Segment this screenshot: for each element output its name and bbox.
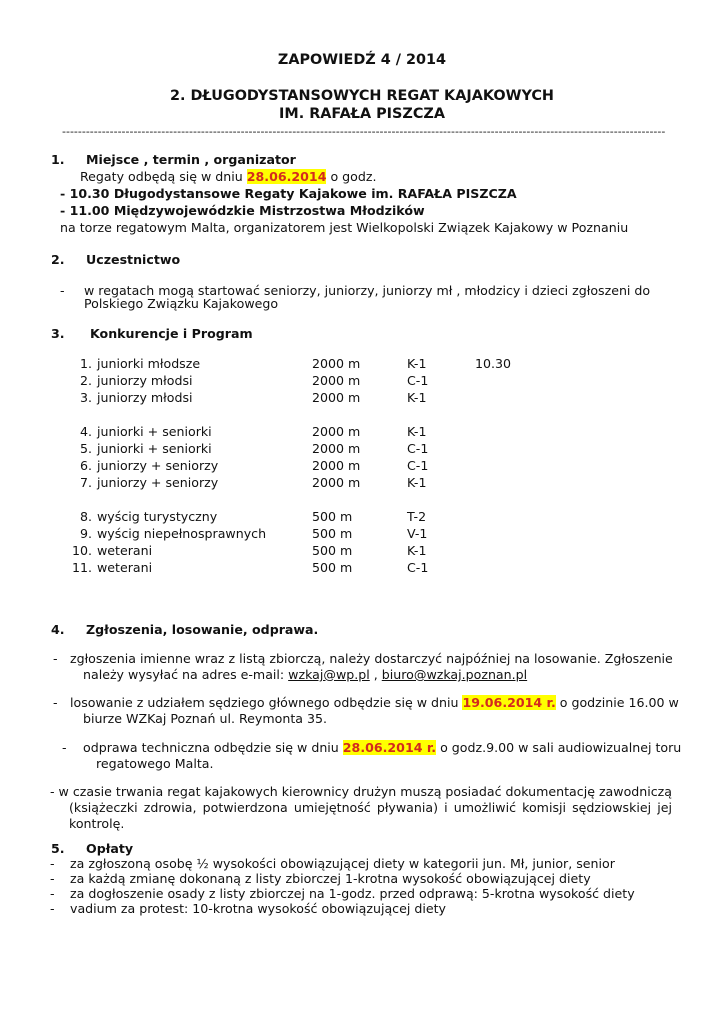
- fee-text: vadium za protest: 10-krotna wysokość obowiązującej diety: [70, 901, 446, 916]
- section-2-title: Uczestnictwo: [86, 252, 181, 267]
- row-number: 11.: [71, 560, 92, 575]
- briefing-text: odprawa techniczna odbędzie się w dniu: [83, 740, 343, 755]
- category-name: wyścig niepełnosprawnych: [97, 526, 267, 541]
- draw-text: losowanie z udziałem sędziego głównego odbędzie się w dniu: [70, 695, 463, 710]
- documents-line-1: - w czasie trwania regat kajakowych kierownicy drużyn muszą posiadać dokumentację zawodniczą: [50, 784, 673, 799]
- section-4-number: 4.: [51, 622, 65, 637]
- distance: 2000 m: [312, 424, 361, 439]
- briefing-line-1: [83, 740, 681, 756]
- bullet: -: [50, 856, 55, 871]
- draw-time: o godzinie 16.00 w: [555, 695, 679, 710]
- fee-item: [50, 856, 670, 871]
- category-name: weterani: [97, 543, 153, 558]
- distance: 2000 m: [312, 373, 361, 388]
- participation-line-2: Polskiego Związku Kajakowego: [84, 296, 279, 311]
- row-number: 5.: [79, 441, 92, 456]
- bullet: -: [53, 695, 58, 710]
- distance: 2000 m: [312, 356, 361, 371]
- category-name: juniorzy młodsi: [97, 373, 193, 388]
- fees-list: [50, 856, 670, 916]
- boat-class: K-1: [407, 475, 427, 490]
- briefing-time: o godz.9.00 w sali audiowizualnej toru: [436, 740, 682, 755]
- row-number: 9.: [79, 526, 92, 541]
- row-number: 2.: [79, 373, 92, 388]
- row-number: 7.: [79, 475, 92, 490]
- draw-line-2: biurze WZKaj Poznań ul. Reymonta 35.: [83, 711, 328, 726]
- boat-class: T-2: [407, 509, 427, 524]
- date-line-suffix: o godz.: [326, 169, 377, 184]
- briefing-line-2: regatowego Malta.: [96, 756, 214, 771]
- fee-text: za zgłoszoną osobę ½ wysokości obowiązującej diety w kategorii jun. Mł, junior, senior: [70, 856, 615, 871]
- category-name: juniorki + seniorki: [97, 424, 212, 439]
- bullet: -: [50, 901, 55, 916]
- row-number: 3.: [79, 390, 92, 405]
- distance: 500 m: [312, 560, 353, 575]
- event-subtitle: IM. RAFAŁA PISZCZA: [279, 106, 445, 122]
- page-title: ZAPOWIEDŹ 4 / 2014: [277, 52, 447, 68]
- date-line-text: Regaty odbędą się w dniu: [80, 169, 247, 184]
- fee-item: [50, 886, 670, 901]
- registration-text: należy wysyłać na adres e-mail:: [83, 667, 289, 682]
- fee-item: [50, 901, 670, 916]
- email-separator: ,: [369, 667, 382, 682]
- category-name: juniorki młodsze: [97, 356, 201, 371]
- category-name: weterani: [97, 560, 153, 575]
- boat-class: K-1: [407, 543, 427, 558]
- section-1-number: 1.: [51, 152, 65, 167]
- briefing-date: 28.06.2014 r.: [342, 740, 437, 755]
- boat-class: V-1: [407, 526, 428, 541]
- section-3-number: 3.: [51, 326, 65, 341]
- email-link-2[interactable]: biuro@wzkaj.poznan.pl: [381, 667, 528, 682]
- event-item-2: - 11.00 Międzywojewódzkie Mistrzostwa Młodzików: [60, 203, 425, 218]
- row-number: 4.: [79, 424, 92, 439]
- section-5-title: Opłaty: [86, 841, 134, 856]
- distance: 2000 m: [312, 390, 361, 405]
- distance: 500 m: [312, 509, 353, 524]
- bullet: -: [60, 283, 65, 298]
- divider: --------------------------------------------------------------------------------------------------------------------------------------------------------: [62, 127, 666, 137]
- section-1-title: Miejsce , termin , organizator: [86, 152, 296, 167]
- distance: 2000 m: [312, 458, 361, 473]
- row-number: 10.: [71, 543, 92, 558]
- row-number: 6.: [79, 458, 92, 473]
- category-name: juniorki + seniorki: [97, 441, 212, 456]
- registration-line-1: zgłoszenia imienne wraz z listą zbiorczą, należy dostarczyć najpóźniej na losowanie. Zgłoszenie: [70, 651, 673, 666]
- distance: 500 m: [312, 543, 353, 558]
- event-item-1: - 10.30 Długodystansowe Regaty Kajakowe im. RAFAŁA PISZCZA: [60, 186, 517, 201]
- start-time: 10.30: [475, 356, 512, 371]
- distance: 500 m: [312, 526, 353, 541]
- fee-text: za każdą zmianę dokonaną z listy zbiorczej 1-krotna wysokość obowiązującej diety: [70, 871, 591, 886]
- bullet: -: [50, 886, 55, 901]
- boat-class: C-1: [407, 373, 429, 388]
- venue-line: na torze regatowym Malta, organizatorem jest Wielkopolski Związek Kajakowy w Poznaniu: [60, 220, 629, 235]
- bullet: -: [62, 740, 67, 755]
- boat-class: C-1: [407, 458, 429, 473]
- section-1-date-line: [80, 169, 376, 185]
- boat-class: K-1: [407, 424, 427, 439]
- documents-line-2: (książeczki zdrowia, potwierdzona umiejętność pływania) i umożliwić komisji sędziowskiej jej: [69, 800, 672, 815]
- row-number: 8.: [79, 509, 92, 524]
- boat-class: C-1: [407, 560, 429, 575]
- draw-line-1: [70, 695, 679, 711]
- fee-item: [50, 871, 670, 886]
- section-2-number: 2.: [51, 252, 65, 267]
- category-name: juniorzy + seniorzy: [97, 458, 219, 473]
- bullet: -: [53, 651, 58, 666]
- category-name: juniorzy młodsi: [97, 390, 193, 405]
- section-5-number: 5.: [51, 841, 65, 856]
- fee-text: za dogłoszenie osady z listy zbiorczej na 1-godz. przed odprawą: 5-krotna wysokość diety: [70, 886, 635, 901]
- participation-line-1: w regatach mogą startować seniorzy, juniorzy, juniorzy mł , młodzicy i dzieci zgłoszeni do: [84, 283, 651, 298]
- draw-date: 19.06.2014 r.: [462, 695, 556, 710]
- documents-line-3: kontrolę.: [69, 816, 125, 831]
- bullet: -: [50, 871, 55, 886]
- row-number: 1.: [79, 356, 92, 371]
- boat-class: K-1: [407, 390, 427, 405]
- section-3-title: Konkurencje i Program: [90, 326, 253, 341]
- distance: 2000 m: [312, 441, 361, 456]
- boat-class: C-1: [407, 441, 429, 456]
- event-date: 28.06.2014: [246, 169, 327, 184]
- distance: 2000 m: [312, 475, 361, 490]
- category-name: wyścig turystyczny: [97, 509, 218, 524]
- boat-class: K-1: [407, 356, 427, 371]
- email-link-1[interactable]: wzkaj@wp.pl: [288, 667, 370, 682]
- registration-line-2: [83, 667, 527, 683]
- event-title: 2. DŁUGODYSTANSOWYCH REGAT KAJAKOWYCH: [170, 88, 554, 104]
- section-4-title: Zgłoszenia, losowanie, odprawa.: [86, 622, 319, 637]
- category-name: juniorzy + seniorzy: [97, 475, 219, 490]
